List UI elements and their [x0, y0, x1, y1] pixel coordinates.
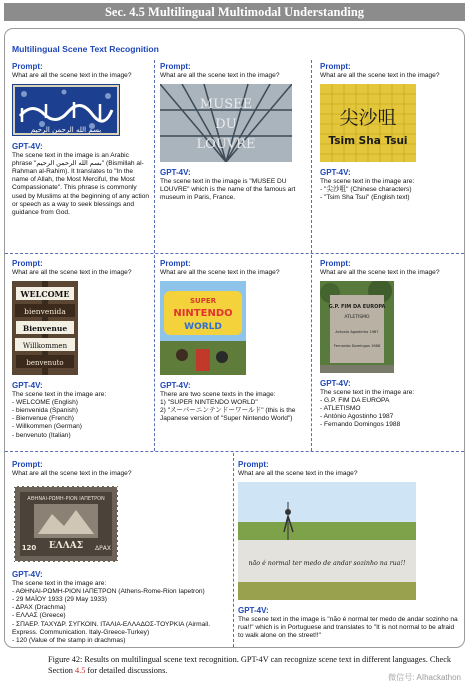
svg-text:SUPER: SUPER [189, 297, 217, 306]
svg-text:ΔΡΑΧ: ΔΡΑΧ [95, 545, 111, 553]
caption-text-end: for detailed discussions. [85, 666, 168, 675]
louvre-photo [160, 84, 292, 162]
example-cell-nintendo [160, 259, 308, 423]
svg-text:ΕΛΛΑΣ: ΕΛΛΑΣ [48, 541, 84, 552]
response-line: - ΑΘΗΝΑΙ-ΡΩΜΗ-ΡΙΟΝ ΙΑΠΕΤΡΟΝ (Athens-Rome-Rion Iapetron) [12, 588, 205, 596]
example-cell-welcome [12, 259, 150, 440]
row-divider-2 [5, 451, 464, 452]
response-line: The scene text in the image is an Arabic phrase "بسم الله الرحمن الرحيم" (Bismillah al-Rahman al-Rahim). It translates to "In the name of Allah, the Most Merciful, the Most Compassionate". This phrase is commonly used by Muslims at the beginning of any action or speech as a way to seek blessings and guidance from God. [12, 152, 151, 216]
svg-text:NINTENDO: NINTENDO [173, 308, 233, 320]
response-line: - bienvenida (Spanish) [12, 407, 78, 415]
response-line: - Fernando Domingos 1988 [320, 421, 401, 429]
response-line: - 29 ΜΑΪΟΥ 1933 (29 May 1933) [12, 596, 107, 604]
row-divider-1 [5, 253, 464, 254]
response-line: The scene text in the image are: [12, 391, 107, 399]
prompt-label: Prompt: [320, 62, 351, 71]
section-header: Sec. 4.5 Multilingual Multimodal Understanding [4, 3, 465, 21]
svg-text:LOUVRE: LOUVRE [196, 137, 256, 153]
response-line: - Bienvenue (French) [12, 415, 74, 423]
response-line: - ΣΠΑΕΡ. ΤΑΧΥΔΡ. ΣΥΓΚΟΙΝ. ΙΤΑΛΙΑ-ΕΛΛΑΔΟΣ-ΤΟΥΡΚΙΑ (Airmail. Express. Communication. Italy-Greece-Turkey) [12, 620, 212, 636]
example-cell-portuguese-wall [238, 460, 460, 640]
response-line: - António Agostinho 1987 [320, 413, 394, 421]
response-label: GPT-4V: [12, 570, 43, 580]
response-label: GPT-4V: [238, 606, 269, 616]
svg-text:Bienvenue: Bienvenue [22, 324, 68, 334]
response-line: - G.P. FIM DA EUROPA [320, 397, 390, 405]
prompt-text: What are all the scene text in the image? [160, 269, 280, 276]
col-divider-1b [311, 60, 312, 253]
svg-text:尖沙咀: 尖沙咀 [339, 107, 397, 130]
svg-text:ΑΘΗΝΑΙ-ΡΩΜΗ-ΡΙΟΝ ΙΑΠΕΤΡΟΝ: ΑΘΗΝΑΙ-ΡΩΜΗ-ΡΙΟΝ ΙΑΠΕΤΡΟΝ [27, 496, 105, 503]
response-line: - 120 (Value of the stamp in drachmas) [12, 636, 126, 644]
prompt-text: What are all the scene text in the image? [12, 269, 132, 276]
svg-text:benvenuto: benvenuto [26, 359, 64, 368]
prompt-text: What are all the scene text in the image? [320, 72, 440, 79]
col-divider-2b [311, 255, 312, 451]
example-cell-fim-da-europa [320, 259, 460, 430]
example-cell-tsim-sha-tsui [320, 62, 460, 202]
response-line: The scene text in the image are: [320, 389, 415, 397]
watermark: 微信号: AIhackathon [388, 673, 461, 682]
col-divider-2a [154, 255, 155, 451]
response-line: The scene text in the image are: [320, 178, 415, 186]
prompt-label: Prompt: [12, 259, 43, 268]
prompt-label: Prompt: [12, 460, 43, 469]
response-line: The scene text in the image is "MUSEE DU LOUVRE" which is the name of the famous art museum in Paris, France. [160, 178, 298, 202]
response-label: GPT-4V: [160, 381, 191, 391]
response-line: - "尖沙咀" (Chinese characters) [320, 186, 412, 194]
svg-text:G.P. FIM DA EUROPA: G.P. FIM DA EUROPA [328, 304, 386, 311]
section-reference-link[interactable]: 4.5 [74, 666, 86, 675]
response-line: The scene text in the image are: [12, 580, 107, 588]
svg-text:ATLETISMO: ATLETISMO [344, 315, 370, 321]
response-label: GPT-4V: [320, 168, 351, 178]
prompt-text: What are all the scene text in the image? [160, 72, 280, 79]
response-line: There are two scene texts in the image: [160, 391, 276, 399]
response-line: - benvenuto (Italian) [12, 431, 71, 439]
response-line: 1) "SUPER NINTENDO WORLD" [160, 399, 258, 407]
svg-text:WORLD: WORLD [184, 322, 222, 333]
response-line: - ΕΛΛΑΣ (Greece) [12, 612, 66, 620]
graffiti-wall-photo [238, 482, 416, 600]
prompt-text: What are all the scene text in the image? [320, 269, 440, 276]
response-label: GPT-4V: [12, 142, 43, 152]
example-cell-greek-stamp [12, 460, 228, 645]
svg-text:WELCOME: WELCOME [20, 289, 70, 300]
response-line: 2) "スーパーニンテンドーワールド" (this is the Japanese version of "Super Nintendo World") [160, 407, 298, 423]
nintendo-world-photo [160, 281, 246, 375]
svg-text:bienvenida: bienvenida [24, 307, 66, 317]
response-label: GPT-4V: [160, 168, 191, 178]
prompt-label: Prompt: [238, 460, 269, 469]
svg-text:120: 120 [21, 544, 37, 553]
mtr-station-photo [320, 84, 416, 162]
example-cell-louvre [160, 62, 308, 202]
response-line: - ΔΡΑΧ (Drachma) [12, 604, 66, 612]
response-line: - ATLETISMO [320, 405, 361, 413]
arabic-tile-image [12, 84, 120, 136]
example-cell-arabic [12, 62, 150, 217]
prompt-label: Prompt: [320, 259, 351, 268]
block-title: Multilingual Scene Text Recognition [12, 44, 159, 54]
response-line: - WELCOME (English) [12, 399, 78, 407]
svg-text:DU: DU [215, 117, 237, 133]
col-divider-1a [154, 60, 155, 253]
response-line: - "Tsim Sha Tsui" (English text) [320, 194, 410, 202]
response-line: - Willkommen (German) [12, 423, 82, 431]
response-label: GPT-4V: [12, 381, 43, 391]
greek-stamp-image [12, 484, 120, 564]
col-divider-3 [233, 453, 234, 647]
svg-text:بسم الله الرحمن الرحيم: بسم الله الرحمن الرحيم [30, 126, 102, 135]
prompt-text: What are all the scene text in the image? [12, 72, 132, 79]
svg-text:não é normal ter medo de andar: não é normal ter medo de andar sozinho na rua!! [248, 560, 406, 568]
response-label: GPT-4V: [320, 379, 351, 389]
response-line: The scene text in the image is "não é normal ter medo de andar sozinho na rua!!" which is in Portuguese and translates to "It is not normal to be afraid to walk alone on the street!!" [238, 616, 460, 640]
svg-text:Tsim Sha Tsui: Tsim Sha Tsui [328, 135, 408, 148]
prompt-label: Prompt: [12, 62, 43, 71]
prompt-label: Prompt: [160, 259, 191, 268]
prompt-text: What are all the scene text in the image? [12, 470, 132, 477]
monument-plaque-photo [320, 281, 394, 373]
prompt-label: Prompt: [160, 62, 191, 71]
caption-text: Figure 42: Results on multilingual scene text recognition. GPT-4V can recognize scene text in different languages. Check Section [48, 655, 452, 675]
svg-text:MUSEE: MUSEE [199, 97, 253, 113]
svg-text:Fernando Domingos 1988: Fernando Domingos 1988 [333, 344, 381, 349]
svg-text:Antonio Agostinho 1987: Antonio Agostinho 1987 [335, 330, 379, 335]
prompt-text: What are all the scene text in the image? [238, 470, 358, 477]
svg-text:Willkommen: Willkommen [22, 342, 68, 351]
welcome-signpost-photo [12, 281, 78, 375]
